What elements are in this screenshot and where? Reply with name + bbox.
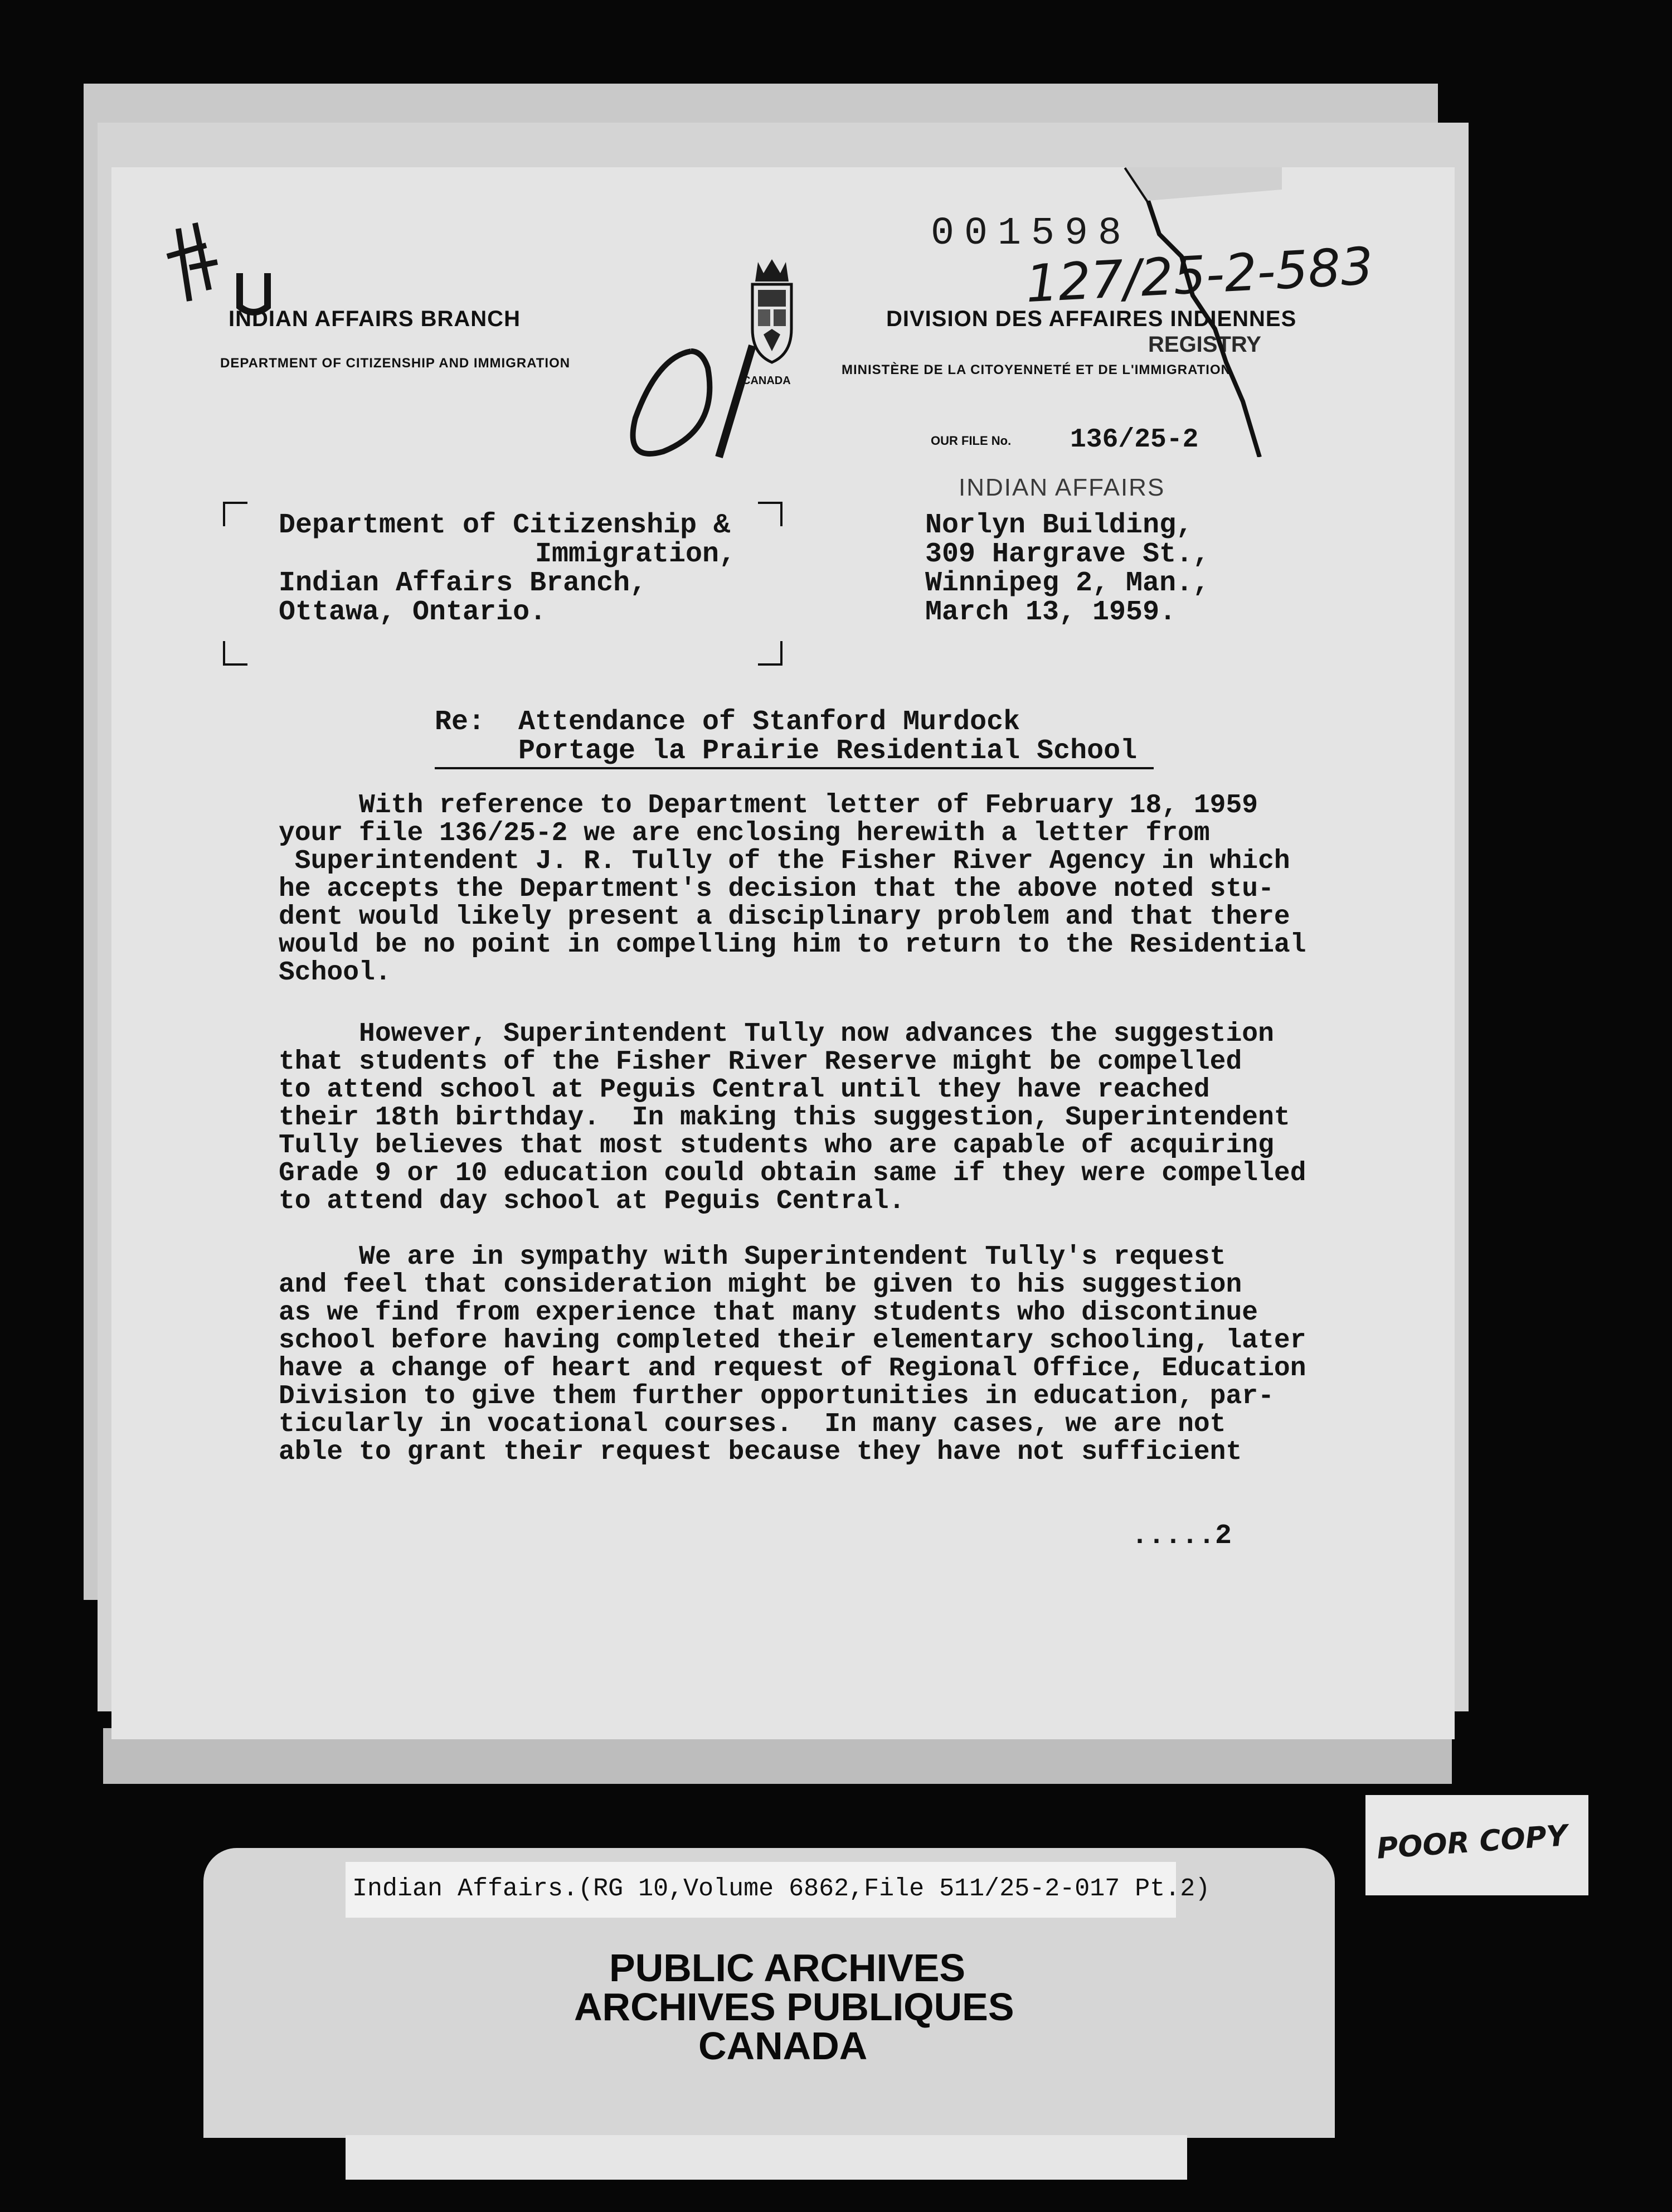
archives-label-line-2: ARCHIVES PUBLIQUES (574, 1985, 1014, 2029)
crest-caption: CANADA (742, 375, 791, 387)
address-bracket-br (758, 641, 782, 666)
archives-label-line-3: CANADA (698, 2024, 868, 2068)
recipient-line-3: Indian Affairs Branch, (279, 567, 647, 599)
address-bracket-bl (223, 641, 247, 666)
archives-label-line-1: PUBLIC ARCHIVES (609, 1946, 966, 1990)
archive-reference: Indian Affairs.(RG 10,Volume 6862,File 511/25-2-017 Pt.2) (352, 1875, 1211, 1903)
continuation-marker: .....2 (1131, 1520, 1232, 1552)
our-file-label: OUR FILE No. (931, 434, 1012, 448)
letter-page (111, 167, 1455, 1739)
subject-line-2: Portage la Prairie Residential School (518, 735, 1138, 767)
subject-underline (435, 767, 1154, 769)
registry-stamp: REGISTRY (1148, 332, 1261, 357)
our-file-number: 136/25-2 (1070, 425, 1199, 455)
recipient-line-1: Department of Citizenship & (279, 510, 731, 541)
handwritten-file-number: 127/25-2-583 (1024, 236, 1375, 314)
paper-tear (1115, 167, 1282, 457)
sender-line-1: Norlyn Building, (925, 510, 1193, 541)
paragraph-2: However, Superintendent Tully now advances the suggestion that students of the Fisher River Reserve might be compelled to attend school at Peguis Central until they have reached their 18th birthday. In making this suggestion, Superintendent Tully believes that most students who are capable of acquiring Grade 9 or 10 education could obtain same if they were compelled to attend day school at Peguis Central. (279, 1019, 1306, 1216)
sender-line-3: Winnipeg 2, Man., (925, 567, 1210, 599)
paragraph-1: With reference to Department letter of February 18, 1959 your file 136/25-2 we are enclosing herewith a letter from Superintendent J. R. Tully of the Fisher River Agency in which he accepts the Department's decision that the above noted stu- dent would likely present a disciplinary problem and that there would be no point in compelling him to return to the Residential School. (279, 790, 1306, 988)
recipient-line-4: Ottawa, Ontario. (279, 596, 547, 628)
archive-label-tab (346, 2135, 1187, 2180)
sender-line-4: March 13, 1959. (925, 596, 1177, 628)
letterhead-right-title: DIVISION DES AFFAIRES INDIENNES (886, 307, 1297, 331)
indian-affairs-stamp: INDIAN AFFAIRS (959, 474, 1165, 501)
handwritten-initials (156, 206, 301, 318)
subject-re: Re: (435, 706, 485, 738)
address-bracket-tl (223, 502, 247, 526)
stamp-number: 001598 (931, 212, 1132, 256)
paragraph-3: We are in sympathy with Superintendent Tully's request and feel that consideration might be given to his suggestion as we find from experience that many students who discontinue school before having completed their elementary schooling, later have a change of heart and request of Regional Office, Education Division to give them further opportunities in education, par- ticularly in vocational courses. In many cases, we are not able to grant their request because they have not sufficient (279, 1242, 1306, 1467)
poor-copy-note: POOR COPY (1375, 1819, 1569, 1866)
letterhead-left-title: INDIAN AFFAIRS BRANCH (229, 307, 521, 331)
letterhead-left-subtitle: DEPARTMENT OF CITIZENSHIP AND IMMIGRATION (220, 356, 571, 371)
recipient-line-2: Immigration, (535, 539, 736, 570)
letterhead-right-subtitle: MINISTÈRE DE LA CITOYENNETÉ ET DE L'IMMIGRATION (842, 362, 1231, 377)
address-bracket-tr (758, 502, 782, 526)
sender-line-2: 309 Hargrave St., (925, 539, 1210, 570)
handwritten-scribble (591, 334, 769, 479)
subject-line-1: Attendance of Stanford Murdock (518, 706, 1020, 738)
